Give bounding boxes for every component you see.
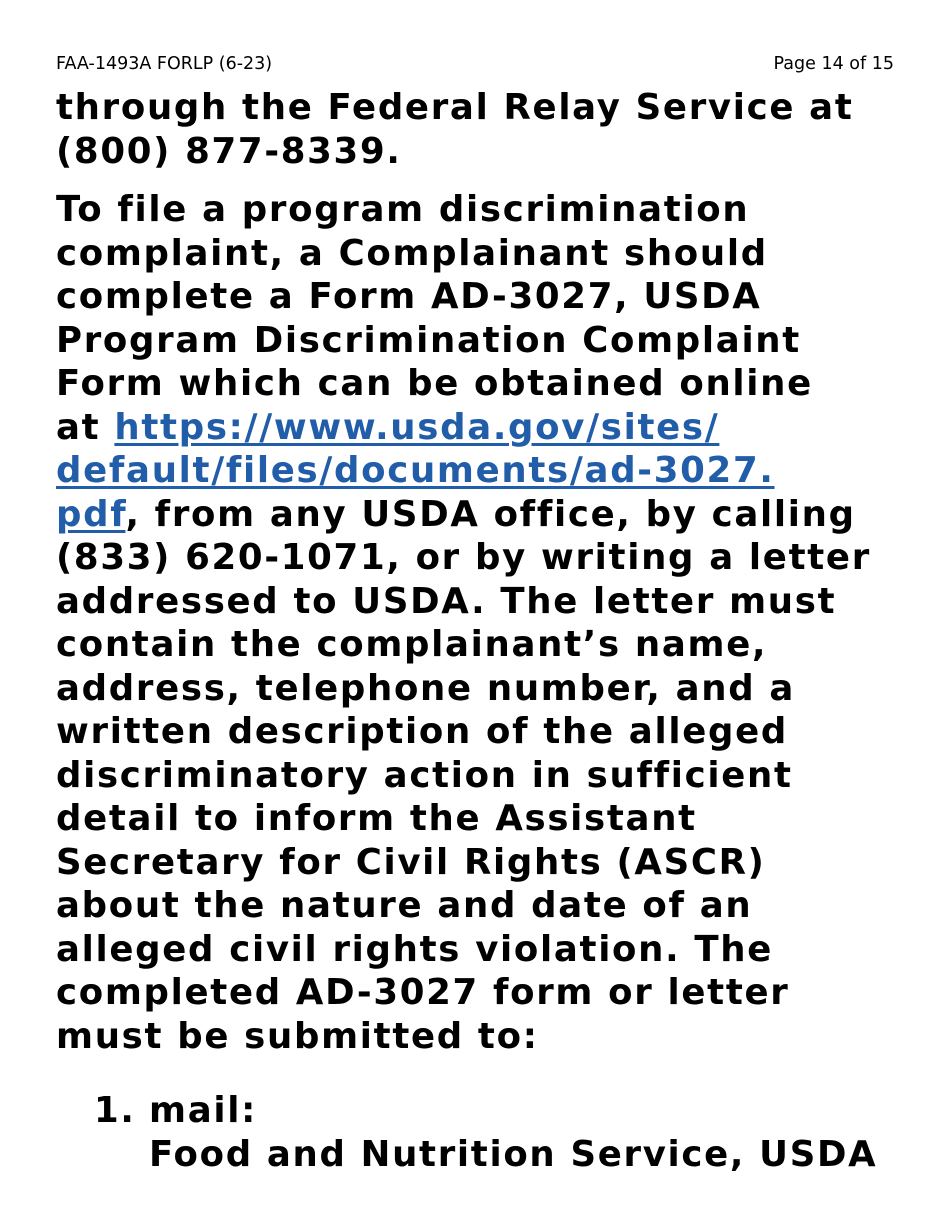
page-header: [56, 52, 894, 76]
list-item-detail: Food and Nutrition Service, USDA: [149, 1133, 878, 1175]
text-line: Program Discrimination Complaint: [56, 319, 801, 361]
document-body: [56, 86, 906, 1176]
list-number: 1.: [94, 1090, 136, 1131]
text-line: address, telephone number, and a: [56, 667, 796, 709]
text-line: complaint, a Complainant should: [56, 232, 768, 274]
relay-paragraph: [56, 86, 906, 173]
ad-3027-link-part2[interactable]: default/files/documents/ad-3027.: [56, 450, 775, 491]
form-id: FAA-1493A FORLP (6-23): [56, 54, 273, 74]
text-line: (833) 620-1071, or by writing a letter: [56, 537, 871, 578]
text-line: discriminatory action in sufficient: [56, 754, 793, 796]
ad-3027-link-part1[interactable]: https://www.usda.gov/sites/: [114, 406, 720, 448]
text-line: alleged civil rights violation. The: [56, 928, 774, 970]
page-number: Page 14 of 15: [773, 54, 894, 74]
submission-list: [56, 1089, 906, 1176]
text-line: (800) 877-8339.: [56, 130, 402, 172]
text-line: must be submitted to:: [56, 1015, 539, 1057]
text-line: Form which can be obtained online: [56, 363, 813, 404]
complaint-paragraph: [56, 188, 906, 1058]
text-line: complete a Form AD-3027, USDA: [56, 276, 762, 317]
text-line: through the Federal Relay Service at: [56, 87, 854, 128]
text-line: addressed to USDA. The letter must: [56, 580, 837, 622]
list-item-label: mail:: [149, 1090, 257, 1131]
list-item: [56, 1089, 906, 1176]
text-line: [56, 493, 906, 537]
text-line: written description of the alleged: [56, 711, 788, 752]
text-line: completed AD-3027 form or letter: [56, 972, 790, 1013]
at-text: at: [56, 406, 115, 448]
text-line: [56, 406, 906, 450]
text-line: contain the complainant’s name,: [56, 624, 768, 665]
after-link-text: , from any USDA office, by calling: [125, 493, 856, 535]
text-line: [56, 449, 906, 493]
text-line: about the nature and date of an: [56, 885, 753, 926]
text-line: Secretary for Civil Rights (ASCR): [56, 841, 766, 883]
text-line: detail to inform the Assistant: [56, 798, 697, 839]
ad-3027-link-part3[interactable]: pdf: [56, 493, 126, 535]
text-line: To file a program discrimination: [56, 189, 750, 230]
